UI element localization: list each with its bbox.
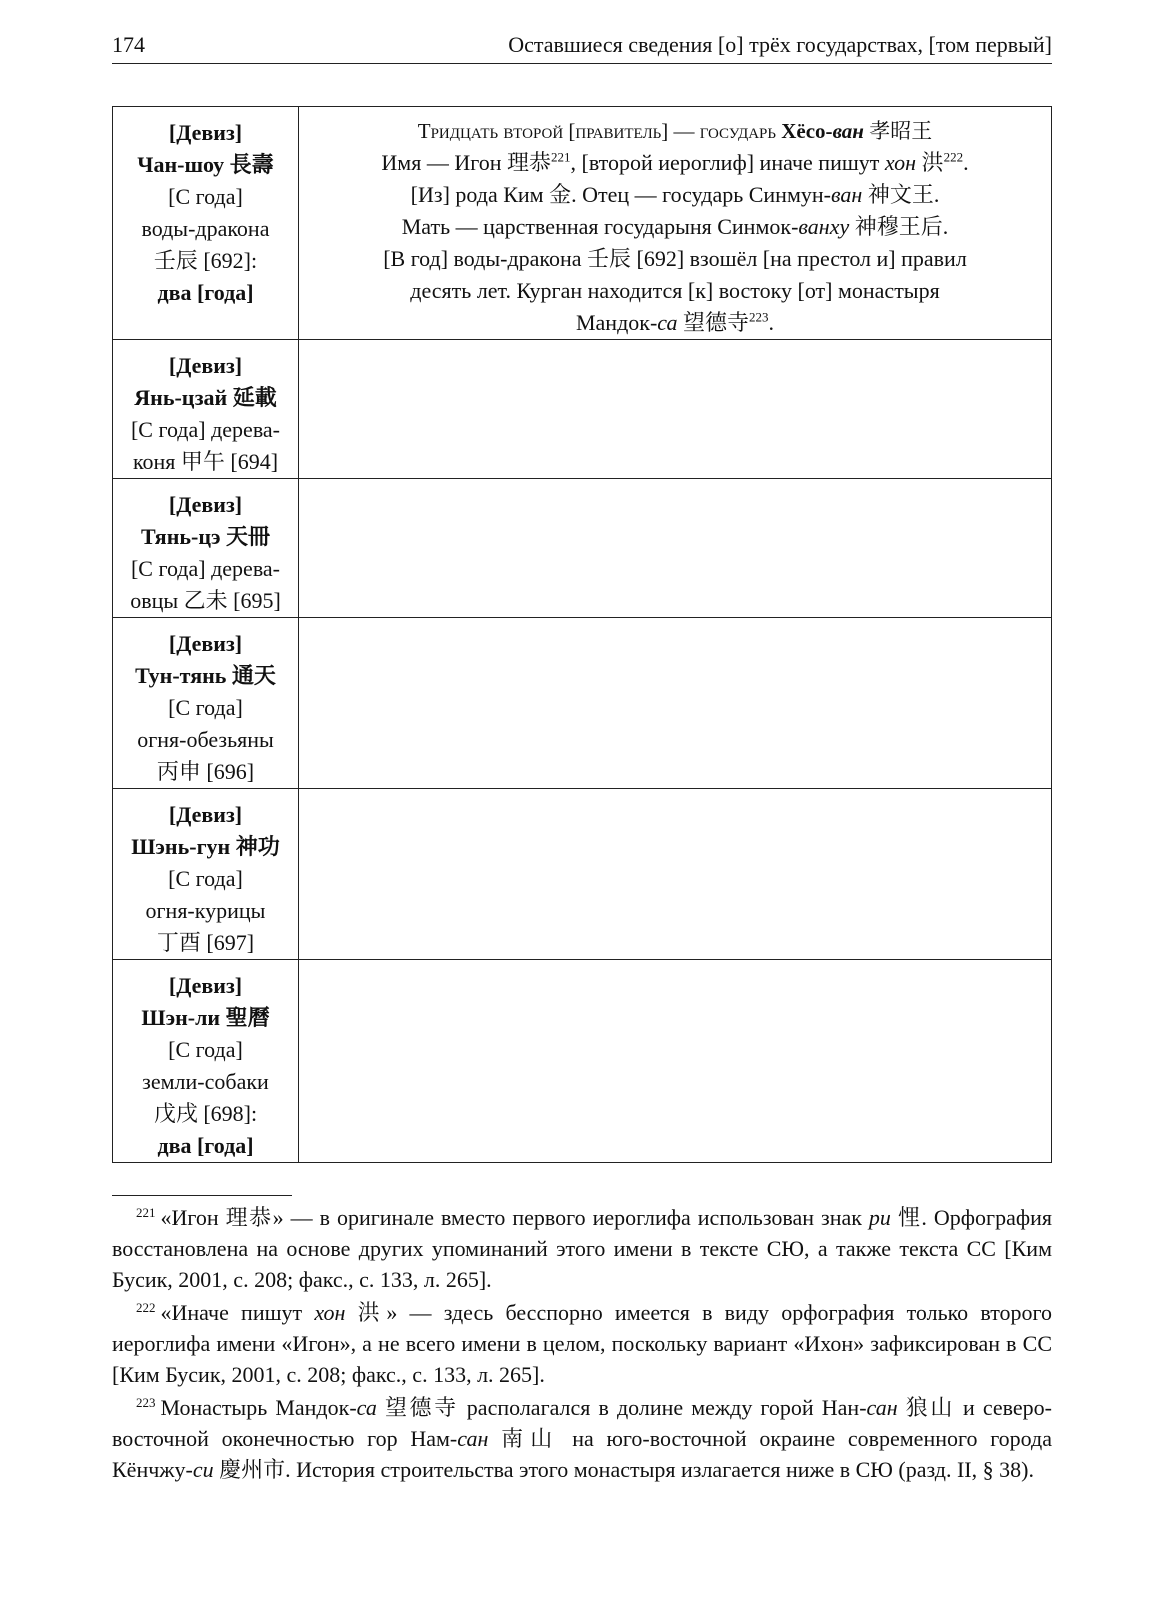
era-line: 戊戌 [698]: xyxy=(153,1101,258,1126)
era-label: [Девиз] xyxy=(168,492,243,517)
era-line: 丙申 [696] xyxy=(156,759,255,784)
era-name: Шэн-ли 聖曆 xyxy=(141,1005,270,1030)
era-cell xyxy=(113,960,299,1163)
reign-line-name: Имя — Игон 理恭$^{221}$, [второй иероглиф] иначе пишут хон 洪$^{222}$. xyxy=(381,149,969,175)
era-name: Шэнь-гун 神功 xyxy=(131,834,280,859)
era-cell xyxy=(113,618,299,789)
era-line: овцы 乙未 [695] xyxy=(130,588,281,613)
era-name: Тянь-цэ 天冊 xyxy=(140,524,271,549)
era-line: два [года] xyxy=(157,280,254,305)
header-rule xyxy=(112,63,1052,64)
reign-line-accession: [В год] воды-дракона 壬辰 [692] взошёл [на престол и] правил xyxy=(383,246,967,271)
era-label: [Девиз] xyxy=(168,353,243,378)
era-line: земли-собаки xyxy=(142,1069,269,1094)
table-row xyxy=(113,789,1052,960)
footnote-rule xyxy=(112,1195,292,1196)
reign-line-monastery: Мандок-са 望德寺$^{223}$. xyxy=(575,309,775,335)
era-label: [Девиз] xyxy=(168,120,243,145)
era-cell xyxy=(113,107,299,340)
table-row xyxy=(113,107,1052,340)
reign-cell xyxy=(299,107,1052,340)
reign-title: Тридцать второй [правитель] — государь Хёсо-ван 孝昭王 xyxy=(417,119,933,143)
empty-cell xyxy=(299,479,1052,618)
era-line: огня-обезьяны xyxy=(137,727,274,752)
era-line: 丁酉 [697] xyxy=(156,930,255,955)
era-cell xyxy=(113,340,299,479)
era-line: коня 甲午 [694] xyxy=(132,449,279,474)
reign-line-tomb: десять лет. Курган находится [к] востоку [от] монастыря xyxy=(410,278,940,303)
era-line: [С года] xyxy=(168,695,243,720)
era-line: огня-курицы xyxy=(145,898,266,923)
page-number: 174 xyxy=(112,32,145,57)
table-row xyxy=(113,960,1052,1163)
era-line: воды-дракона xyxy=(141,216,270,241)
era-label: [Девиз] xyxy=(168,802,243,827)
footnotes xyxy=(112,1202,1052,1487)
era-line: [С года] дерева- xyxy=(130,417,281,442)
table-row xyxy=(113,340,1052,479)
era-line: 壬辰 [692]: xyxy=(153,248,258,273)
era-label: [Девиз] xyxy=(168,631,243,656)
footnote-222: $^{222}$ «Иначе пишут хон 洪» — здесь бесспорно имеется в виду орфография только второго иероглифа имени «Игон», а не всего имени в целом, поскольку вариант «Ихон» зафиксирован в СС [Ким Бусик, 2001, с. 208; факс., с. 133, л. 265]. xyxy=(112,1299,1052,1387)
page-header xyxy=(112,32,1052,64)
empty-cell xyxy=(299,789,1052,960)
era-line: [С года] дерева- xyxy=(130,556,281,581)
era-name: Тун-тянь 通天 xyxy=(135,663,276,688)
empty-cell xyxy=(299,618,1052,789)
footnote-221: $^{221}$ «Игон 理恭» — в оригинале вместо первого иероглифа использован знак ри 悝. Орфография восстановлена на основе других упоминаний этого имени в тексте СЮ, а также текста СС [Ким Бусик, 2001, с. 208; факс., с. 133, л. 265]. xyxy=(112,1204,1052,1292)
footnote-ref-222[interactable]: 222 xyxy=(943,149,964,165)
chronology-table xyxy=(112,106,1052,1163)
era-cell xyxy=(113,479,299,618)
table-row xyxy=(113,618,1052,789)
footnote-ref-221[interactable]: 221 xyxy=(551,149,571,165)
reign-line-clan: [Из] рода Ким 金. Отец — государь Синмун-ван 神文王. xyxy=(410,182,940,207)
table-row xyxy=(113,479,1052,618)
era-cell xyxy=(113,789,299,960)
era-line: [С года] xyxy=(168,1037,243,1062)
reign-line-mother: Мать — царственная государыня Синмок-ванху 神穆王后. xyxy=(401,214,949,239)
empty-cell xyxy=(299,960,1052,1163)
footnote-ref-223[interactable]: 223 xyxy=(749,309,769,325)
running-title: Оставшиеся сведения [о] трёх государствах, [том первый] xyxy=(508,32,1052,57)
era-name: Чан-шоу 長壽 xyxy=(137,152,274,177)
era-line: [С года] xyxy=(168,184,243,209)
footnote-223: $^{223}$ Монастырь Мандок-са 望德寺 располагался в долине между горой Нан-сан 狼山 и северо-восточной оконечностью гор Нам-сан 南山 на юго-восточной окраине современного города Кёнчжу-си 慶州市. История строительства этого монастыря излагается ниже в СЮ (разд. II, § 38). xyxy=(112,1394,1053,1482)
era-line: [С года] xyxy=(168,866,243,891)
empty-cell xyxy=(299,340,1052,479)
era-line: два [года] xyxy=(157,1133,254,1158)
era-name: Янь-цзай 延載 xyxy=(134,385,277,410)
era-label: [Девиз] xyxy=(168,973,243,998)
